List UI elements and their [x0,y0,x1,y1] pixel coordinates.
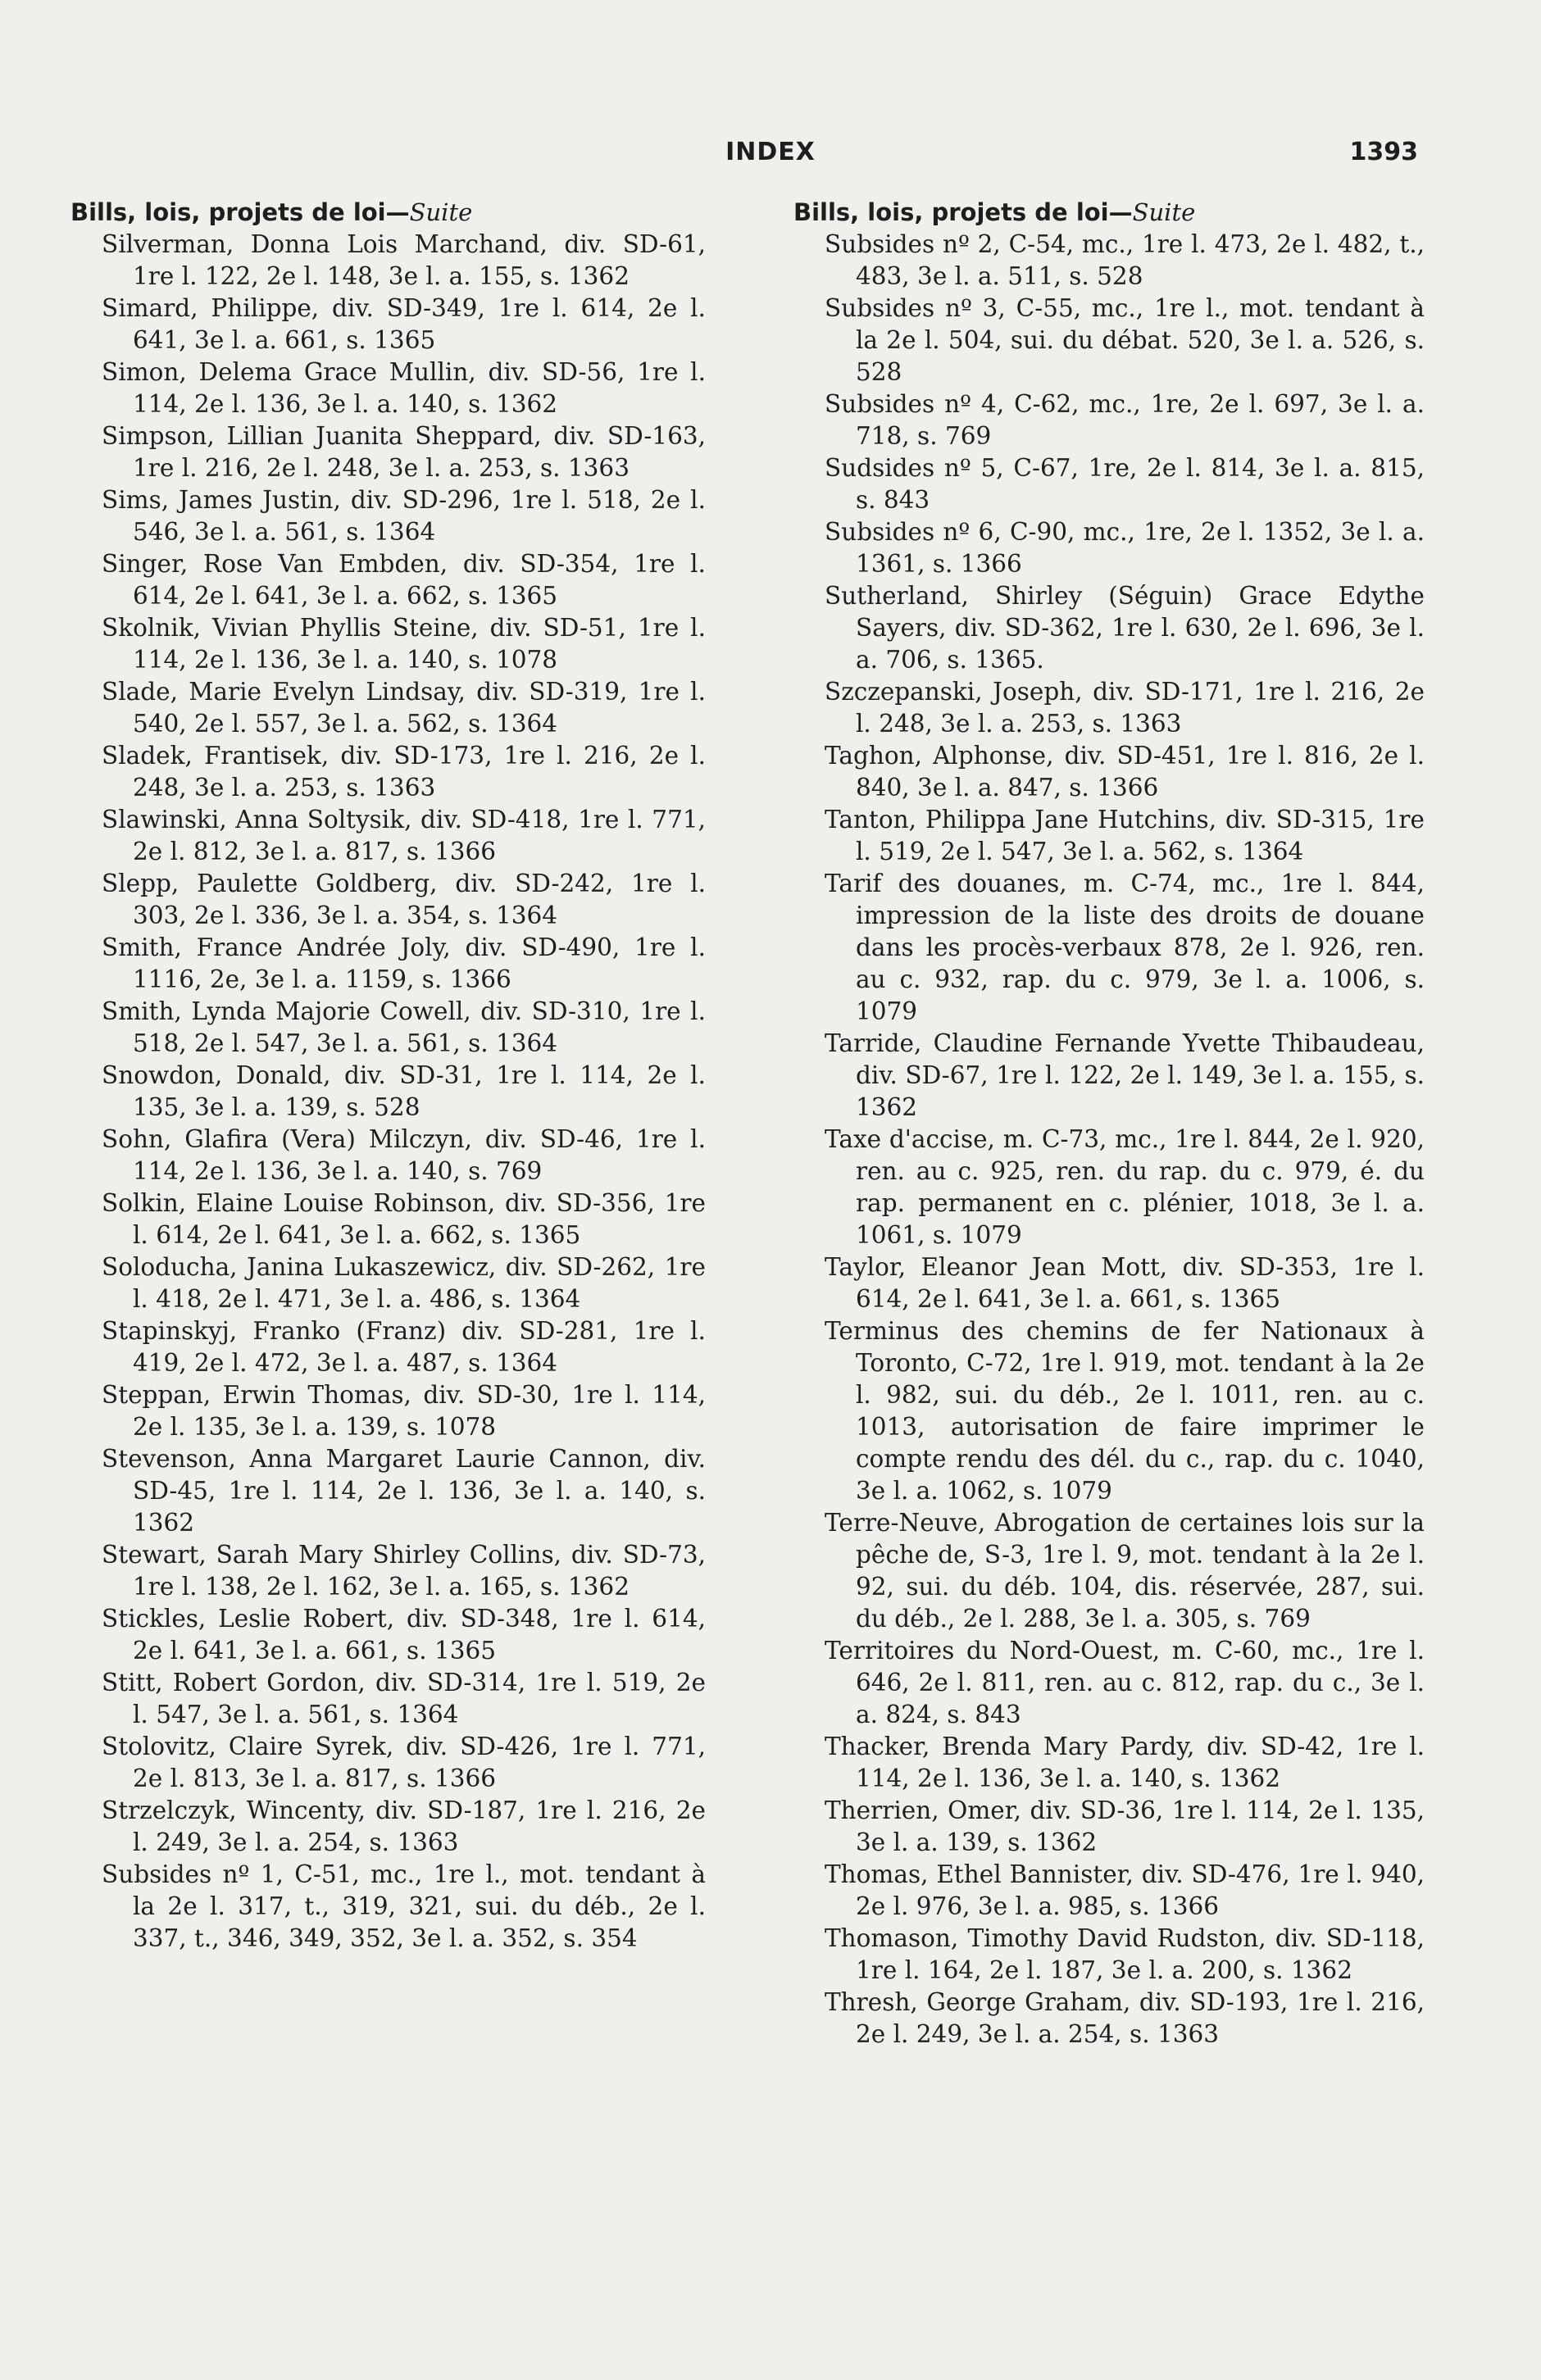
index-entry: Sudsides nº 5, C-67, 1re, 2e l. 814, 3e l. a. 815, s. 843 [825,454,1425,514]
index-entry: Subsides nº 1, C-51, mc., 1re l., mot. tendant à la 2e l. 317, t., 319, 321, sui. du déb., 2e l. 337, t., 346, 349, 352, 3e l. a. 352, s. 354 [102,1860,706,1952]
index-entry: Terre-Neuve, Abrogation de certaines lois sur la pêche de, S-3, 1re l. 9, mot. tendant à la 2e l. 92, sui. du déb. 104, dis. réservée, 287, sui. du déb., 2e l. 288, 3e l. a. 305, s. 769 [825,1509,1425,1633]
index-entry: Tanton, Philippa Jane Hutchins, div. SD-315, 1re l. 519, 2e l. 547, 3e l. a. 562, s. 1364 [825,806,1425,865]
index-entry: Stitt, Robert Gordon, div. SD-314, 1re l. 519, 2e l. 547, 3e l. a. 561, s. 1364 [102,1669,706,1728]
index-entry: Territoires du Nord-Ouest, m. C-60, mc., 1re l. 646, 2e l. 811, ren. au c. 812, rap. du c., 3e l. a. 824, s. 843 [825,1637,1425,1728]
index-entry: Thacker, Brenda Mary Pardy, div. SD-42, 1re l. 114, 2e l. 136, 3e l. a. 140, s. 1362 [825,1733,1425,1792]
right-column [793,197,1425,2051]
index-entry: Stapinskyj, Franko (Franz) div. SD-281, 1re l. 419, 2e l. 472, 3e l. a. 487, s. 1364 [102,1317,706,1377]
index-entry: Szczepanski, Joseph, div. SD-171, 1re l. 216, 2e l. 248, 3e l. a. 253, s. 1363 [825,678,1425,738]
index-entry: Slepp, Paulette Goldberg, div. SD-242, 1re l. 303, 2e l. 336, 3e l. a. 354, s. 1364 [102,870,706,929]
page-title: INDEX [725,138,816,166]
index-entry: Subsides nº 2, C-54, mc., 1re l. 473, 2e l. 482, t., 483, 3e l. a. 511, s. 528 [825,230,1425,290]
index-entry: Silverman, Donna Lois Marchand, div. SD-61, 1re l. 122, 2e l. 148, 3e l. a. 155, s. 1362 [102,230,706,290]
right-entry-list [793,229,1425,2051]
index-entry: Subsides nº 3, C-55, mc., 1re l., mot. tendant à la 2e l. 504, sui. du débat. 520, 3e l. a. 526, s. 528 [825,294,1425,386]
index-entry: Stevenson, Anna Margaret Laurie Cannon, div. SD-45, 1re l. 114, 2e l. 136, 3e l. a. 140, s. 1362 [102,1445,706,1537]
left-column-heading [70,197,706,229]
index-entry: Sladek, Frantisek, div. SD-173, 1re l. 216, 2e l. 248, 3e l. a. 253, s. 1363 [102,742,706,802]
index-entry: Taylor, Eleanor Jean Mott, div. SD-353, 1re l. 614, 2e l. 641, 3e l. a. 661, s. 1365 [825,1253,1425,1313]
index-entry: Stickles, Leslie Robert, div. SD-348, 1re l. 614, 2e l. 641, 3e l. a. 661, s. 1365 [102,1605,706,1665]
index-entry: Simard, Philippe, div. SD-349, 1re l. 614, 2e l. 641, 3e l. a. 661, s. 1365 [102,294,706,354]
index-entry: Solkin, Elaine Louise Robinson, div. SD-356, 1re l. 614, 2e l. 641, 3e l. a. 662, s. 1365 [102,1189,706,1249]
index-entry: Singer, Rose Van Embden, div. SD-354, 1re l. 614, 2e l. 641, 3e l. a. 662, s. 1365 [102,550,706,610]
right-heading-text: Bills, lois, projets de loi— [793,198,1133,226]
left-heading-suite: Suite [409,198,473,226]
index-entry: Steppan, Erwin Thomas, div. SD-30, 1re l. 114, 2e l. 135, 3e l. a. 139, s. 1078 [102,1381,706,1441]
index-entry: Taxe d'accise, m. C-73, mc., 1re l. 844, 2e l. 920, ren. au c. 925, ren. du rap. du c. 979, é. du rap. permanent en c. plénier, 1018, 3e l. a. 1061, s. 1079 [825,1125,1425,1249]
index-entry: Strzelczyk, Wincenty, div. SD-187, 1re l. 216, 2e l. 249, 3e l. a. 254, s. 1363 [102,1796,706,1856]
left-entry-list [70,229,706,1955]
right-heading-suite: Suite [1132,198,1196,226]
index-entry: Skolnik, Vivian Phyllis Steine, div. SD-51, 1re l. 114, 2e l. 136, 3e l. a. 140, s. 1078 [102,614,706,674]
index-entry: Thomason, Timothy David Rudston, div. SD-118, 1re l. 164, 2e l. 187, 3e l. a. 200, s. 1362 [825,1924,1425,1984]
index-entry: Sohn, Glafira (Vera) Milczyn, div. SD-46, 1re l. 114, 2e l. 136, 3e l. a. 140, s. 769 [102,1125,706,1185]
left-heading-text: Bills, lois, projets de loi— [70,198,410,226]
index-entry: Subsides nº 6, C-90, mc., 1re, 2e l. 1352, 3e l. a. 1361, s. 1366 [825,518,1425,578]
index-entry: Smith, France Andrée Joly, div. SD-490, 1re l. 1116, 2e, 3e l. a. 1159, s. 1366 [102,933,706,993]
index-entry: Slawinski, Anna Soltysik, div. SD-418, 1re l. 771, 2e l. 812, 3e l. a. 817, s. 1366 [102,806,706,865]
index-entry: Tarride, Claudine Fernande Yvette Thibaudeau, div. SD-67, 1re l. 122, 2e l. 149, 3e l. a. 155, s. 1362 [825,1029,1425,1121]
right-column-heading [793,197,1425,229]
index-entry: Slade, Marie Evelyn Lindsay, div. SD-319, 1re l. 540, 2e l. 557, 3e l. a. 562, s. 1364 [102,678,706,738]
index-entry: Simpson, Lillian Juanita Sheppard, div. SD-163, 1re l. 216, 2e l. 248, 3e l. a. 253, s. 1363 [102,422,706,482]
index-entry: Taghon, Alphonse, div. SD-451, 1re l. 816, 2e l. 840, 3e l. a. 847, s. 1366 [825,742,1425,802]
index-entry: Sims, James Justin, div. SD-296, 1re l. 518, 2e l. 546, 3e l. a. 561, s. 1364 [102,486,706,546]
index-entry: Snowdon, Donald, div. SD-31, 1re l. 114, 2e l. 135, 3e l. a. 139, s. 528 [102,1061,706,1121]
index-entry: Smith, Lynda Majorie Cowell, div. SD-310, 1re l. 518, 2e l. 547, 3e l. a. 561, s. 1364 [102,997,706,1057]
index-entry: Stewart, Sarah Mary Shirley Collins, div. SD-73, 1re l. 138, 2e l. 162, 3e l. a. 165, s. 1362 [102,1541,706,1601]
index-entry: Soloducha, Janina Lukaszewicz, div. SD-262, 1re l. 418, 2e l. 471, 3e l. a. 486, s. 1364 [102,1253,706,1313]
index-entry: Sutherland, Shirley (Séguin) Grace Edythe Sayers, div. SD-362, 1re l. 630, 2e l. 696, 3e l. a. 706, s. 1365. [825,582,1425,674]
index-entry: Stolovitz, Claire Syrek, div. SD-426, 1re l. 771, 2e l. 813, 3e l. a. 817, s. 1366 [102,1733,706,1792]
index-entry: Terminus des chemins de fer Nationaux à Toronto, C-72, 1re l. 919, mot. tendant à la 2e l. 982, sui. du déb., 2e l. 1011, ren. au c. 1013, autorisation de faire imprimer le compte rendu des dél. du c., rap. du c. 1040, 3e l. a. 1062, s. 1079 [825,1317,1425,1505]
index-entry: Tarif des douanes, m. C-74, mc., 1re l. 844, impression de la liste des droits de douane dans les procès-verbaux 878, 2e l. 926, ren. au c. 932, rap. du c. 979, 3e l. a. 1006, s. 1079 [825,870,1425,1025]
index-entry: Simon, Delema Grace Mullin, div. SD-56, 1re l. 114, 2e l. 136, 3e l. a. 140, s. 1362 [102,358,706,418]
index-entry: Thomas, Ethel Bannister, div. SD-476, 1re l. 940, 2e l. 976, 3e l. a. 985, s. 1366 [825,1860,1425,1920]
index-entry: Thresh, George Graham, div. SD-193, 1re l. 216, 2e l. 249, 3e l. a. 254, s. 1363 [825,1988,1425,2048]
page-number: 1393 [1349,138,1418,166]
index-entry: Subsides nº 4, C-62, mc., 1re, 2e l. 697, 3e l. a. 718, s. 769 [825,390,1425,450]
left-column [70,197,706,1955]
index-entry: Therrien, Omer, div. SD-36, 1re l. 114, 2e l. 135, 3e l. a. 139, s. 1362 [825,1796,1425,1856]
